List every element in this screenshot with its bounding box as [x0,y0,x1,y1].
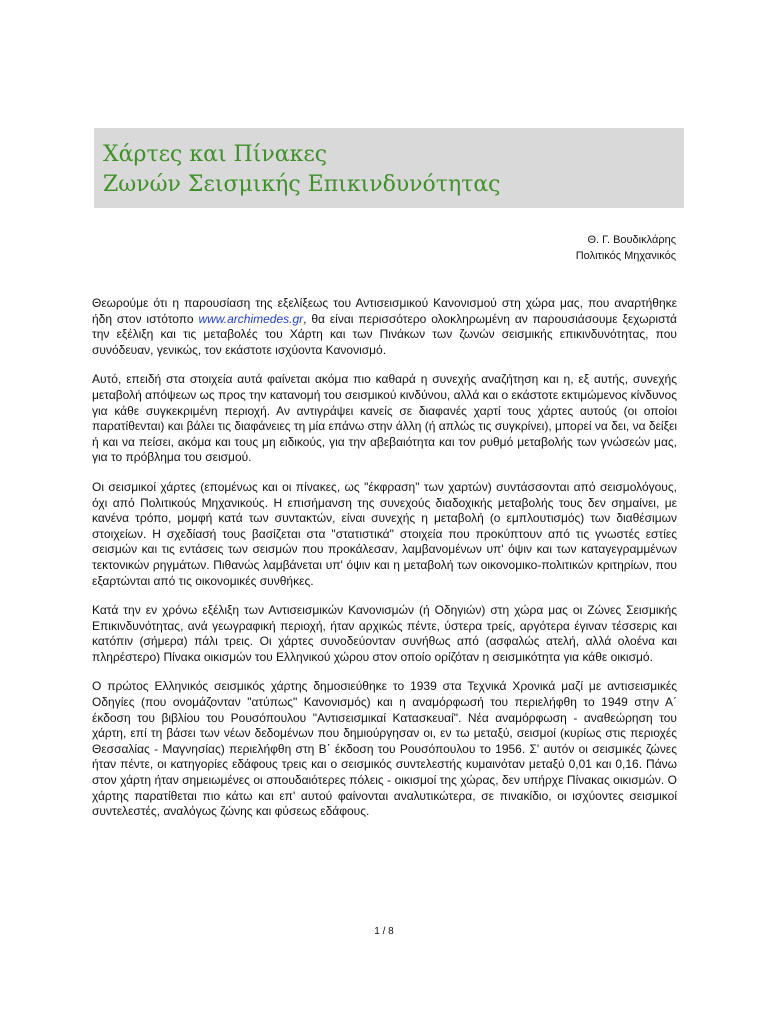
paragraph-3: Οι σεισμικοί χάρτες (επομένως και οι πίνακες, ως "έκφραση" των χαρτών) συντάσσονται από σεισμολόγους, όχι από Πολιτικούς Μηχανικούς. Η επισήμανση της συνεχούς διαδοχικής μεταβολής τους δεν σημαίνει, με κανένα τρόπο, μομφή κατά των συντακτών, είναι συνεχής η μεταβολή (ο εμπλουτισμός) των διαθέσιμων στοιχείων. Η σχεδίασή τους βασίζεται στα "στατιστικά" στοιχεία που προκύπτουν από τις γνωστές εστίες σεισμών και τις εντάσεις των σεισμών που προκάλεσαν, λαμβανομένων υπ' όψιν και των καταγεγραμμένων τεκτονικών ρηγμάτων. Πιθανώς λαμβάνεται υπ' όψιν και η μεταβολή των οικονομικο-πολιτικών κριτηρίων, που εξαρτώνται από τις οικονομικές συνθήκες. [92,479,677,588]
paragraph-1 [92,296,677,358]
title-box [94,128,684,208]
author-name: Θ. Γ. Βουδικλάρης [587,234,676,246]
author-block [576,232,676,264]
paragraph-4: Κατά την εν χρόνω εξέλιξη των Αντισεισμικών Κανονισμών (ή Οδηγιών) στη χώρα μας οι Ζώνες Σεισμικής Επικινδυνότητας, ανά γεωγραφική περιοχή, ήταν αρχικώς πέντε, ύστερα τρείς, αργότερα έγιναν τέσσερις και κατόπιν (σήμερα) πάλι τρεις. Οι χάρτες συνοδεύονταν συνήθως από (ασφαλώς ατελή, αλλά ολοένα και πληρέστερο) Πίνακα οικισμών του Ελληνικού χώρου στον οποίο ορίζόταν η σεισμικότητα για κάθε οικισμό. [92,603,677,664]
document-body [92,296,677,834]
paragraph-1-text-start: Θεωρούμε ότι η παρουσίαση της εξελίξεως του Αντισεισμικού Κανονισμού στη χώρα μας, που αναρτήθηκε ήδη στον ιστότοπο [92,296,677,326]
title-line-2: Ζωνών Σεισμικής Επικινδυνότητας [103,172,501,197]
paragraph-2: Αυτό, επειδή στα στοιχεία αυτά φαίνεται ακόμα πιο καθαρά η συνεχής αναζήτηση και η, εξ αυτής, συνεχής μεταβολή απόψεων ως προς την κατανομή του σεισμικού κινδύνου, αλλά και ο εκάστοτε εκτιμώμενος κίνδυνος για κάθε συγκεκριμένη περιοχή. Αν αντιγράψει κανείς σε διαφανές χαρτί τους χάρτες αυτούς (οι οποίοι παρατίθενται) και βάλει τις διαφάνειες τη μία επάνω στην άλλη (ή απλώς τις συγκρίνει), μπορεί να δει, να δείξει ή και να πείσει, ακόμα και τους μη ειδικούς, για την αβεβαιότητα και τον ρυθμό μεταβολής των γνώσεών μας, για το πρόβλημα του σεισμού. [92,372,677,465]
paragraph-5: Ο πρώτος Ελληνικός σεισμικός χάρτης δημοσιεύθηκε το 1939 στα Τεχνικά Χρονικά μαζί με αντισεισμικές Οδηγίες (που ονομάζονταν "ατύπως" Κανονισμός) και η αναμόρφωσή του περιελήφθη το 1949 στην Α΄ έκδοση του βιβλίου του Ρουσόπουλου "Αντισεισμικαί Κατασκευαί". Νέα αναμόρφωση - αναθεώρηση του χάρτη, επί τη βάσει των νέων δεδομένων που δημιούργησαν οι, εν τω μεταξύ, σεισμοί (κυρίως στις περιοχές Θεσσαλίας - Μαγνησίας) περιελήφθη στη Β΄ έκδοση του Ρουσόπουλου το 1956. Σ' αυτόν οι σεισμικές ζώνες ήταν πέντε, οι κατηγορίες εδάφους τρεις και ο σεισμικός συντελεστής κυμαινόταν μεταξύ 0,01 και 0,16. Πάνω στον χάρτη ήταν σημειωμένες οι σπουδαιότερες πόλεις - οικισμοί της χώρας, δεν υπήρχε Πίνακας οικισμών. Ο χάρτης παρατίθεται πιο κάτω και επ' αυτού φαίνονται αναλυτικώτερα, σε πινακίδιο, οι ισχύοντες σεισμικοί συντελεστές, αναλόγως ζώνης και φύσεως εδάφους. [92,679,677,819]
title-line-1: Χάρτες και Πίνακες [103,142,328,167]
paragraph-1-text-end: , θα είναι περισσότερο ολοκληρωμένη αν παρουσιάσουμε ξεχωριστά την εξέλιξη και τις μεταβολές του Χάρτη και των Πινάκων των ζωνών σεισμικής επικινδυνότητας, που συνόδευαν, γενικώς, τον εκάστοτε ισχύοντα Κανονισμό. [92,311,677,357]
archimedes-link[interactable]: www.archimedes.gr [198,311,304,326]
author-role: Πολιτικός Μηχανικός [575,250,676,262]
page-number: 1 / 8 [374,926,394,937]
